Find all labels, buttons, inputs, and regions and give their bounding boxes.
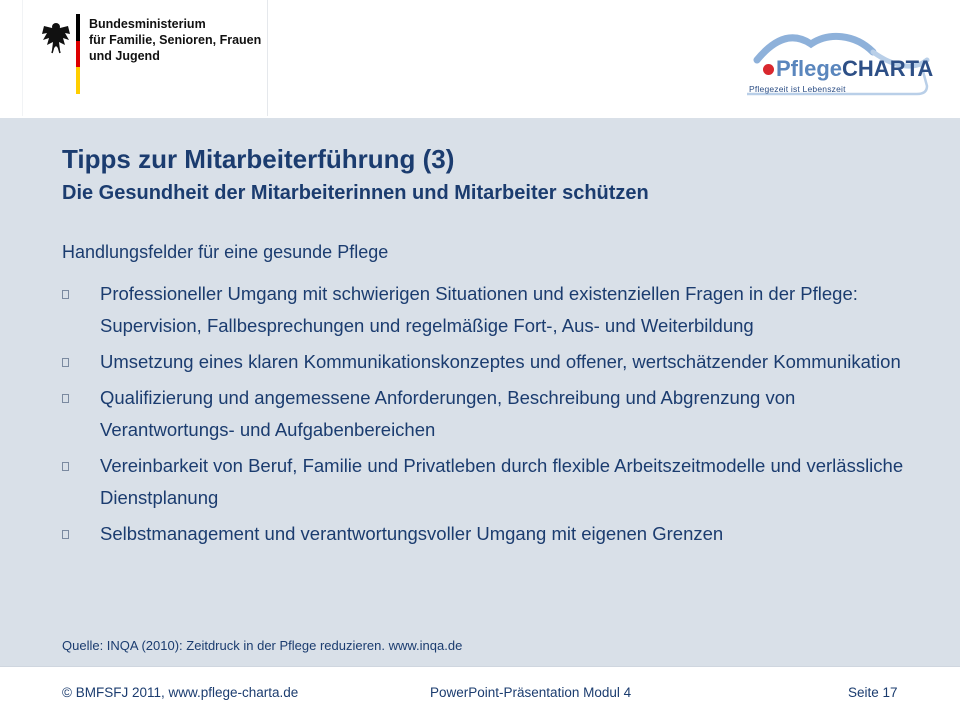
bullet-text: Selbstmanagement und verantwortungsvoller Umgang mit eigenen Grenzen (100, 523, 724, 544)
slide-title: Tipps zur Mitarbeiterführung (3) (62, 144, 455, 174)
bullet-list (62, 278, 922, 554)
ministry-logo (22, 0, 268, 116)
list-item (62, 278, 922, 342)
federal-eagle-icon (41, 20, 71, 54)
logo-pflege: Pflege (776, 56, 843, 81)
logo-wordmark (763, 56, 933, 82)
logo-tagline: Pflegezeit ist Lebenszeit (749, 84, 846, 94)
bullet-square-icon (62, 462, 69, 471)
list-item (62, 382, 922, 446)
ministry-name (89, 16, 261, 64)
ministry-line-1: Bundesministerium (89, 17, 206, 31)
list-item (62, 346, 922, 378)
bullet-text: Umsetzung eines klaren Kommunikationskonzeptes und offener, wertschätzender Kommunikation (100, 351, 901, 372)
bullet-square-icon (62, 530, 69, 539)
logo-dot-icon (763, 64, 774, 75)
bullet-square-icon (62, 358, 69, 367)
ministry-line-3: und Jugend (89, 49, 160, 63)
logo-charta: CHARTA (842, 56, 934, 81)
footer-page-number: Seite 17 (848, 685, 898, 700)
list-item (62, 518, 922, 550)
bullet-text: Professioneller Umgang mit schwierigen Situationen und existenziellen Fragen in der Pflege: Supervision, Fallbesprechungen und regelmäßige Fort-, Aus- und Weiterbildung (100, 283, 858, 336)
flag-stripe-icon (76, 14, 80, 94)
slide-header (0, 0, 960, 118)
bullet-square-icon (62, 394, 69, 403)
ministry-line-2: für Familie, Senioren, Frauen (89, 33, 262, 47)
source-note: Quelle: INQA (2010): Zeitdruck in der Pflege reduzieren. www.inqa.de (62, 638, 463, 653)
pflege-charta-logo (745, 30, 935, 105)
section-lead: Handlungsfelder für eine gesunde Pflege (62, 242, 389, 262)
bullet-square-icon (62, 290, 69, 299)
slide-subtitle: Die Gesundheit der Mitarbeiterinnen und Mitarbeiter schützen (62, 182, 649, 204)
footer-copyright: © BMFSFJ 2011, www.pflege-charta.de (62, 685, 299, 700)
slide-content (0, 118, 960, 666)
list-item (62, 450, 922, 514)
footer-module: PowerPoint-Präsentation Modul 4 (430, 685, 632, 700)
slide-footer (0, 666, 960, 721)
bullet-text: Vereinbarkeit von Beruf, Familie und Privatleben durch flexible Arbeitszeitmodelle und verlässliche Dienstplanung (100, 455, 904, 508)
bullet-text: Qualifizierung und angemessene Anforderungen, Beschreibung und Abgrenzung von Verantwortungs- und Aufgabenbereichen (100, 387, 796, 440)
